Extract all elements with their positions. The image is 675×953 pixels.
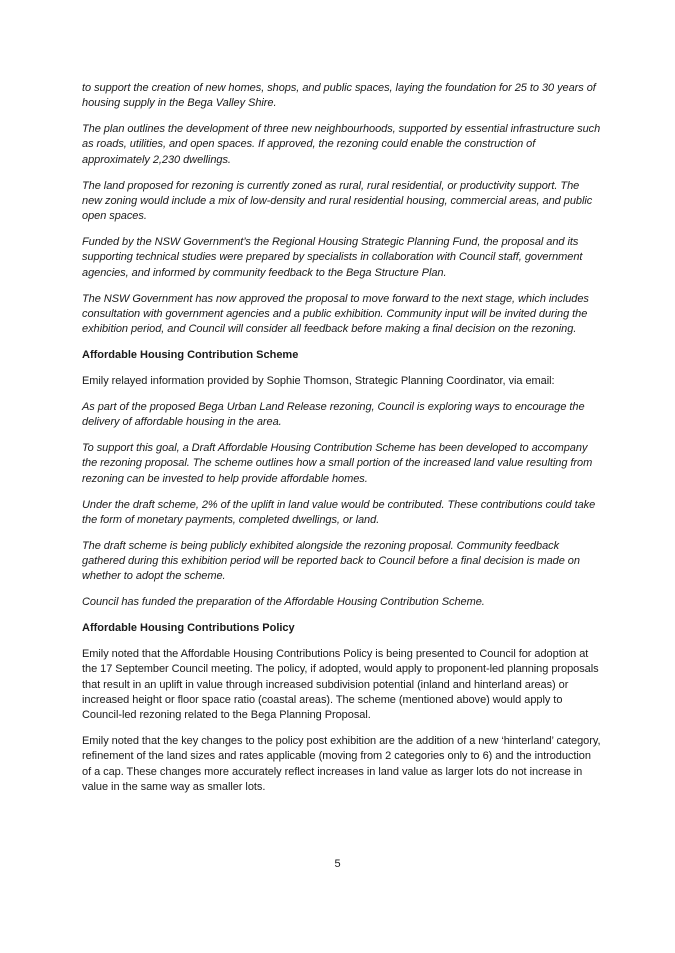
paragraph-scheme-uplift: Under the draft scheme, 2% of the uplift in land value would be contributed. These contributions could take the form of monetary payments, completed dwellings, or land. (82, 498, 596, 526)
paragraph-neighbourhoods: The plan outlines the development of three new neighbourhoods, supported by essential infrastructure such as roads, utilities, and open spaces. If approved, the rezoning could enable the construction of approximately 2,230 dwellings. (82, 123, 601, 166)
paragraph-scheme-purpose: As part of the proposed Bega Urban Land Release rezoning, Council is exploring ways to encourage the delivery of affordable housing in the area. (82, 400, 585, 429)
paragraph-scheme-draft: To support this goal, a Draft Affordable Housing Contribution Scheme has been developed to accompany the rezoning proposal. The scheme outlines how a small portion of the increased land value resulting from rezoning can be invested to help provide affordable homes. (82, 442, 593, 485)
paragraph-approval: The NSW Government has now approved the proposal to move forward to the next stage, which includes consultation with government agencies and a public exhibition. Community input will be invited during the exhibition period, and Council will consider all feedback before making a final decision on the rezoning. (82, 292, 589, 336)
document-page (82, 81, 602, 806)
page-number: 5 (334, 858, 341, 870)
heading-contribution-scheme: Affordable Housing Contribution Scheme (82, 349, 299, 362)
paragraph-funding: Funded by the NSW Government’s the Regional Housing Strategic Planning Fund, the proposal and its supporting technical studies were prepared by specialists in collaboration with Council staff, government agencies, and informed by community feedback to the Bega Structure Plan. (82, 236, 583, 279)
paragraph-scheme-exhibition: The draft scheme is being publicly exhibited alongside the rezoning proposal. Community feedback gathered during this exhibition period will be reported back to Council before a final decision is made on whether to adopt the scheme. (82, 539, 580, 583)
paragraph-policy-changes: Emily noted that the key changes to the policy post exhibition are the addition of a new ‘hinterland’ category, refinement of the land sizes and rates applicable (moving from 2 categories only to 6) and the introduction of a cap. These changes more accurately reflect increases in land value as larger lots do not increase in value in the same way as smaller lots. (82, 735, 601, 793)
paragraph-housing-supply: to support the creation of new homes, shops, and public spaces, laying the foundation for 25 to 30 years of housing supply in the Bega Valley Shire. (82, 82, 596, 110)
paragraph-current-zoning: The land proposed for rezoning is currently zoned as rural, rural residential, or productivity support. The new zoning would include a mix of low-density and rural residential housing, commercial areas, and public open spaces. (82, 179, 593, 223)
paragraph-policy-adoption: Emily noted that the Affordable Housing Contributions Policy is being presented to Council for adoption at the 17 September Council meeting. The policy, if adopted, would apply to proponent-led planning proposals that result in an uplift in value through increased subdivision potential (inland and hinterland areas) or increased height or floor space ratio (coastal areas). The scheme (mentioned above) would apply to Council-led rezoning related to the Bega Planning Proposal. (82, 648, 599, 722)
paragraph-scheme-funding: Council has funded the preparation of the Affordable Housing Contribution Scheme. (82, 596, 485, 609)
heading-contributions-policy: Affordable Housing Contributions Policy (82, 622, 295, 635)
paragraph-scheme-intro: Emily relayed information provided by Sophie Thomson, Strategic Planning Coordinator, via email: (82, 375, 555, 388)
